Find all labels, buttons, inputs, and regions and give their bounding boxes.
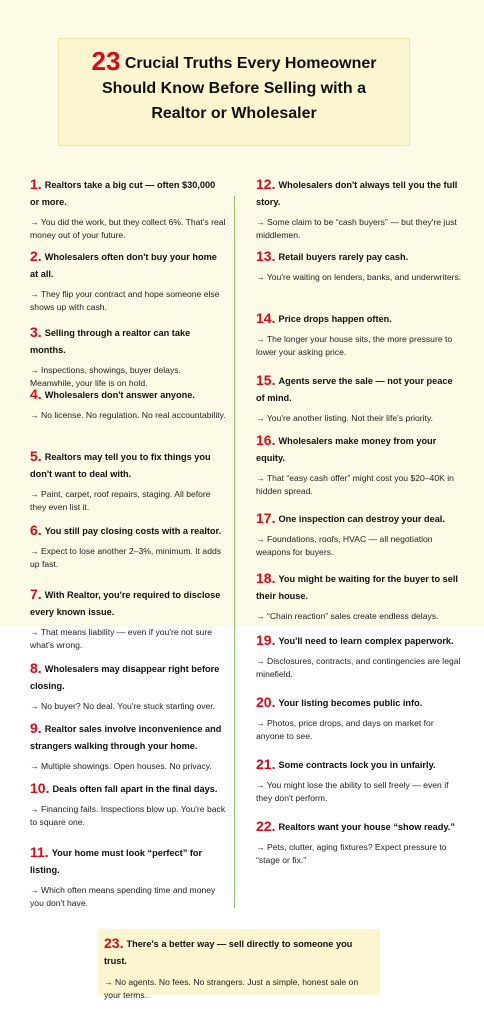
- title-line-1: [59, 46, 409, 76]
- item-number: 10.: [30, 780, 50, 796]
- title-box: [58, 38, 410, 146]
- column-divider: [234, 196, 235, 908]
- item-heading: Realtor sales involve inconvenience and strangers walking through your home.: [30, 724, 222, 751]
- item-description: → Expect to lose another 2–3%, minimum. It adds up fast.: [30, 546, 222, 569]
- item-heading: Wholesalers make money from your equity.: [256, 436, 437, 463]
- item-number: 3.: [30, 324, 42, 340]
- item-number: 19.: [256, 632, 276, 648]
- truth-item-10: [30, 780, 226, 829]
- item-heading: Realtors want your house “show ready.”: [278, 822, 455, 832]
- item-description: → Photos, price drops, and days on market for anyone to see.: [256, 718, 434, 741]
- item-number: 12.: [256, 176, 276, 192]
- item-description: → No license. No regulation. No real accountability.: [30, 410, 226, 420]
- truth-item-7: [30, 586, 226, 652]
- truth-item-13: [256, 248, 462, 284]
- item-heading: Agents serve the sale — not your peace of mind.: [256, 376, 453, 403]
- truth-item-6: [30, 522, 226, 571]
- truth-item-5: [30, 448, 226, 514]
- truth-item-21: [256, 756, 462, 805]
- item-heading: You'll need to learn complex paperwork.: [278, 636, 454, 646]
- item-number: 23.: [104, 935, 124, 951]
- item-description: → No agents. No fees. No strangers. Just a simple, honest sale on your terms.: [104, 977, 359, 1000]
- item-number: 6.: [30, 522, 42, 538]
- truth-item-4: [30, 386, 226, 422]
- item-description: → “Chain reaction” sales create endless delays.: [256, 611, 439, 621]
- item-heading: Selling through a realtor can take months.: [30, 328, 191, 355]
- item-heading: You still pay closing costs with a realtor.: [44, 526, 222, 536]
- item-number: 22.: [256, 818, 276, 834]
- item-description: → Disclosures, contracts, and contingencies are legal minefield.: [256, 656, 461, 679]
- item-number: 17.: [256, 510, 276, 526]
- item-number: 16.: [256, 432, 276, 448]
- item-description: → Inspections, showings, buyer delays. Meanwhile, your life is on hold.: [30, 365, 181, 388]
- item-heading: Your listing becomes public info.: [278, 698, 423, 708]
- item-number: 2.: [30, 248, 42, 264]
- item-number: 21.: [256, 756, 276, 772]
- truth-item-3: [30, 324, 226, 390]
- truth-item-9: [30, 720, 226, 773]
- truth-item-17: [256, 510, 462, 559]
- item-heading: Wholesalers don't always tell you the full story.: [256, 180, 458, 207]
- item-number: 15.: [256, 372, 276, 388]
- item-heading: You might be waiting for the buyer to sell their house.: [256, 574, 458, 601]
- truth-item-16: [256, 432, 462, 498]
- item-description: → That “easy cash offer” might cost you $20–40K in hidden spread.: [256, 473, 454, 496]
- item-number: 1.: [30, 176, 42, 192]
- item-description: → Which often means spending time and money you don't have.: [30, 885, 216, 908]
- title-text-1: Crucial Truths Every Homeowner: [124, 55, 377, 72]
- truth-item-18: [256, 570, 462, 623]
- item-description: → Multiple showings. Open houses. No privacy.: [30, 761, 212, 771]
- item-heading: One inspection can destroy your deal.: [278, 514, 445, 524]
- item-number: 11.: [30, 844, 49, 860]
- item-number: 8.: [30, 660, 42, 676]
- item-heading: Realtors may tell you to fix things you don't want to deal with.: [30, 452, 211, 479]
- item-description: → You might lose the ability to sell freely — even if they don't perform.: [256, 780, 449, 803]
- truth-item-23: [98, 929, 380, 1000]
- item-description: → Paint, carpet, roof repairs, staging. All before they even list it.: [30, 489, 211, 512]
- item-heading: Wholesalers may disappear right before closing.: [30, 664, 220, 691]
- item-number: 7.: [30, 586, 42, 602]
- item-number: 20.: [256, 694, 276, 710]
- item-description: → You're waiting on lenders, banks, and underwriters.: [256, 272, 462, 282]
- item-description: → The longer your house sits, the more pressure to lower your asking price.: [256, 334, 453, 357]
- item-description: → You did the work, but they collect 6%. That's real money out of your future.: [30, 217, 226, 240]
- item-description: → Pets, clutter, aging fixtures? Expect pressure to “stage or fix.”: [256, 842, 447, 865]
- item-number: 14.: [256, 310, 276, 326]
- item-number: 9.: [30, 720, 42, 736]
- truth-item-14: [256, 310, 462, 359]
- item-description: → No buyer? No deal. You're stuck starting over.: [30, 701, 216, 711]
- item-heading: Retail buyers rarely pay cash.: [278, 252, 409, 262]
- truth-item-1: [30, 176, 226, 242]
- item-number: 18.: [256, 570, 276, 586]
- item-description: → Financing fails. Inspections blow up. You're back to square one.: [30, 804, 226, 827]
- item-heading: Price drops happen often.: [278, 314, 392, 324]
- title-number: 23: [91, 46, 121, 76]
- item-description: → You're another listing. Not their life's priority.: [256, 413, 433, 423]
- item-heading: With Realtor, you're required to disclose every known issue.: [30, 590, 221, 617]
- item-heading: There's a better way — sell directly to someone you trust.: [104, 939, 353, 966]
- truth-item-8: [30, 660, 226, 713]
- item-description: → Some claim to be “cash buyers” — but they're just middlemen.: [256, 217, 457, 240]
- item-heading: Wholesalers often don't buy your home at all.: [30, 252, 217, 279]
- truth-item-2: [30, 248, 226, 314]
- item-description: → They flip your contract and hope someone else shows up with cash.: [30, 289, 220, 312]
- item-heading: Wholesalers don't answer anyone.: [44, 390, 195, 400]
- item-heading: Your home must look “perfect” for listing.: [30, 848, 203, 875]
- item-number: 4.: [30, 386, 42, 402]
- item-heading: Deals often fall apart in the final days.: [52, 784, 218, 794]
- truth-item-15: [256, 372, 462, 425]
- item-number: 13.: [256, 248, 276, 264]
- item-description: → Foundations, roofs, HVAC — all negotiation weapons for buyers.: [256, 534, 433, 557]
- item-heading: Some contracts lock you in unfairly.: [278, 760, 436, 770]
- truth-item-12: [256, 176, 462, 242]
- truth-item-22: [256, 818, 462, 867]
- truth-item-19: [256, 632, 462, 681]
- truth-item-11: [30, 844, 226, 910]
- item-number: 5.: [30, 448, 42, 464]
- title-line-2: Should Know Before Selling with a: [101, 80, 366, 97]
- item-description: → That means liability — even if you're not sure what's wrong.: [30, 627, 213, 650]
- truth-item-20: [256, 694, 462, 743]
- item-heading: Realtors take a big cut — often $30,000 or more.: [30, 180, 216, 207]
- title-line-3: Realtor or Wholesaler: [151, 105, 317, 122]
